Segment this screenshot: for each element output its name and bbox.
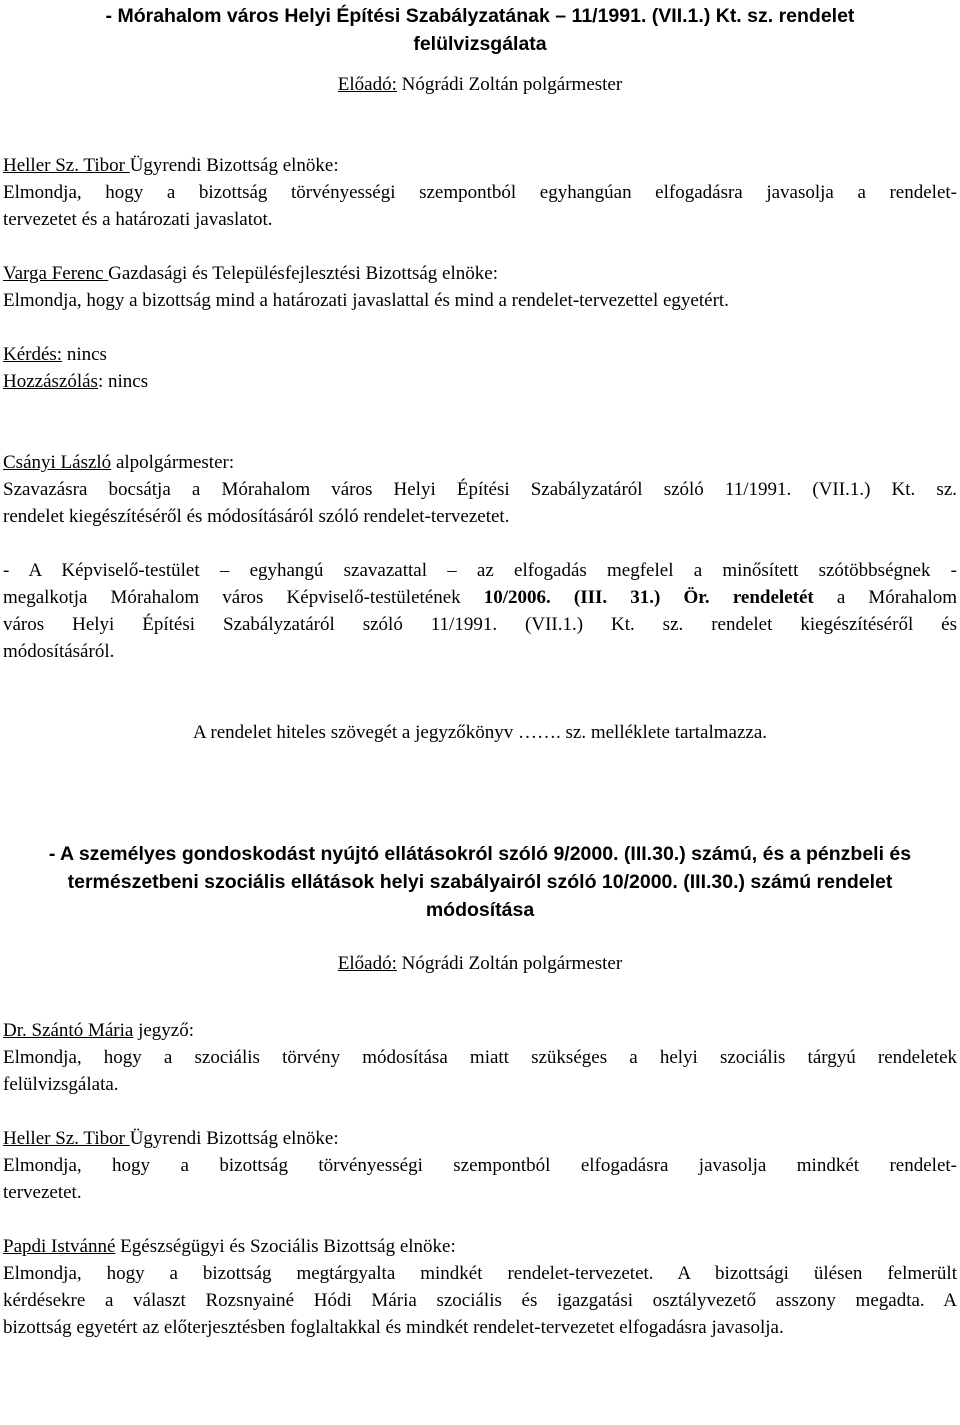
decision-text (710, 587, 733, 608)
speaker-name: Papdi Istvánné (3, 1236, 116, 1257)
speaker-text-line: Elmondja, hogy a bizottság megtárgyalta mindkét rendelet-tervezetet. A bizottsági ülésen felmerült (3, 1263, 957, 1284)
section-1-presenter (3, 71, 957, 98)
decision-text: megalkotja Mórahalom város Képviselő-testületének (3, 587, 484, 608)
decision-line (3, 584, 957, 611)
speaker-text-line: tervezetet. (3, 1182, 82, 1203)
speaker-name: Dr. Szántó Mária (3, 1020, 134, 1041)
speaker-text-line: bizottság egyetért az előterjesztésben foglaltakkal és mindkét rendelet-tervezetet elfogadásra javasolja. (3, 1317, 784, 1338)
speaker-name: Csányi László (3, 452, 112, 473)
speaker-name: Varga Ferenc (3, 263, 109, 284)
decision-line: módosításáról. (3, 641, 115, 662)
speaker-text-line: Szavazásra bocsátja a Mórahalom város Helyi Építési Szabályzatáról szóló 11/1991. (VII.1.) Kt. sz. (3, 479, 957, 500)
speaker-text-line: Elmondja, hogy a bizottság törvényességi szempontból egyhangúan elfogadásra javasolja a rendelet- (3, 182, 957, 203)
speaker-text-line: rendelet kiegészítéséről és módosításáról szóló rendelet-tervezetet. (3, 506, 510, 527)
speaker-heading (3, 1233, 957, 1260)
decision-line: város Helyi Építési Szabályzatáról szóló 11/1991. (VII.1.) Kt. sz. rendelet kiegészítéséről és (3, 614, 957, 635)
speaker-role: alpolgármester: (111, 452, 235, 473)
section-2 (3, 840, 957, 1341)
section-1-title-line2: felülvizsgálata (413, 33, 547, 55)
presenter-label: Előadó: (337, 953, 397, 974)
speaker-name: Heller Sz. Tibor (3, 1128, 130, 1149)
section-2-title-line3: módosítása (425, 899, 535, 921)
speaker-text-line: Elmondja, hogy a bizottság mind a határozati javaslattal és mind a rendelet-tervezettel egyetért. (3, 290, 729, 311)
comment-value: : nincs (97, 371, 149, 392)
speaker-heading (3, 449, 957, 476)
speaker-text-line: Elmondja, hogy a szociális törvény módosítása miatt szükséges a helyi szociális tárgyú rendeletek (3, 1047, 957, 1068)
speaker-text-line: felülvizsgálata. (3, 1074, 119, 1095)
decision-text: a Mórahalom (813, 587, 958, 608)
section-2-title (3, 840, 957, 924)
speaker-heading (3, 260, 957, 287)
section-1-title (3, 2, 957, 58)
speaker-text-line: kérdésekre a választ Rozsnyainé Hódi Mária szociális és igazgatási osztályvezető asszony megadta. A (3, 1290, 957, 1311)
speaker-role: Egészségügyi és Szociális Bizottság elnöke: (115, 1236, 456, 1257)
section-2-title-line2: természetbeni szociális ellátások helyi szabályairól szóló 10/2000. (III.30.) számú rendelet (67, 871, 893, 893)
speaker-text-line: Elmondja, hogy a bizottság törvényességi szempontból elfogadásra javasolja mindkét rendelet- (3, 1155, 957, 1176)
comment-line (3, 368, 957, 395)
decree-number: 10/2006. (III. 31.) Ör. (483, 587, 710, 608)
speaker-role: Gazdasági és Településfejlesztési Bizottság elnöke: (108, 263, 498, 284)
speaker-name: Heller Sz. Tibor (3, 155, 130, 176)
decree-word: rendeletét (732, 587, 814, 608)
section-1-title-line1: - Mórahalom város Helyi Építési Szabályzatának – 11/1991. (VII.1.) Kt. sz. rendelet (105, 5, 855, 27)
speaker-role: jegyző: (133, 1020, 195, 1041)
speaker-role: Ügyrendi Bizottság elnöke: (129, 1128, 339, 1149)
section-2-presenter (3, 950, 957, 977)
comment-label: Hozzászólás (3, 371, 98, 392)
presenter-name: Nógrádi Zoltán polgármester (396, 953, 623, 974)
presenter-name: Nógrádi Zoltán polgármester (396, 74, 623, 95)
question-label: Kérdés: (3, 344, 63, 365)
speaker-heading (3, 1125, 957, 1152)
presenter-label: Előadó: (337, 74, 397, 95)
attachment-note: A rendelet hiteles szövegét a jegyzőkönyv ……. sz. melléklete tartalmazza. (193, 722, 767, 743)
speaker-role: Ügyrendi Bizottság elnöke: (129, 155, 339, 176)
speaker-heading (3, 152, 957, 179)
decision-line: - A Képviselő-testület – egyhangú szavazattal – az elfogadás megfelel a minősített szótöbbségnek - (3, 560, 957, 581)
section-2-title-line1: - A személyes gondoskodást nyújtó ellátásokról szóló 9/2000. (III.30.) számú, és a pénzbeli és (48, 843, 912, 865)
speaker-heading (3, 1017, 957, 1044)
question-value: nincs (62, 344, 107, 365)
question-line (3, 341, 957, 368)
speaker-text-line: tervezetet és a határozati javaslatot. (3, 209, 273, 230)
section-1 (3, 2, 957, 746)
